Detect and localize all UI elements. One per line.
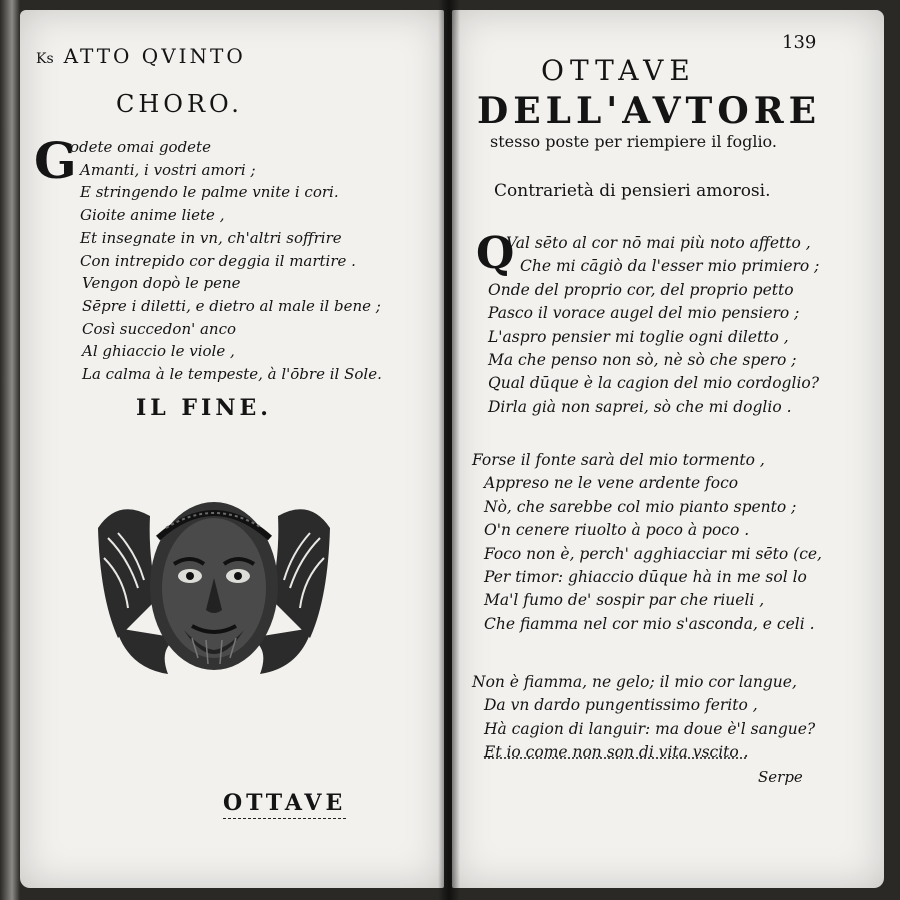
poem-line: Gioite anime liete , — [80, 206, 225, 225]
subtitle: stesso poste per riempiere il foglio. — [490, 132, 777, 151]
catchword-left: OTTAVE — [223, 790, 346, 819]
end-mark: IL FINE. — [136, 395, 272, 421]
verse-line: Nò, che sarebbe col mio pianto spento ; — [484, 497, 797, 516]
chorus-heading: CHORO. — [116, 90, 243, 118]
verse-line: Che fiamma nel cor mio s'asconda, e celi . — [484, 614, 815, 633]
verse-line: Onde del proprio cor, del proprio petto — [488, 280, 794, 299]
stanza-3 — [472, 671, 815, 765]
verse-line: Et io come non son di vita vscito . — [484, 743, 749, 762]
poem-line: La calma à le tempeste, à l'ōbre il Sole. — [82, 365, 382, 384]
stanza-1 — [488, 232, 819, 419]
verse-line: O'n cenere riuolto à poco à poco . — [484, 521, 750, 540]
verse-line: Qual dūque è la cagion del mio cordoglio? — [488, 374, 820, 393]
verse-line: Appreso ne le vene ardente foco — [484, 474, 739, 493]
title-line-2: DELL'AVTORE — [477, 90, 822, 132]
verse-line: Ma che penso non sò, nè sò che spero ; — [488, 351, 797, 370]
title-line-1: OTTAVE — [541, 54, 696, 87]
verse-line: Ma'l fumo de' sospir par che riueli , — [484, 591, 765, 610]
verse-line: Da vn dardo pungentissimo ferito , — [484, 696, 758, 715]
drop-cap-right: Q — [476, 228, 515, 279]
verse-line: Dirla già non saprei, sò che mi doglio . — [488, 397, 792, 416]
book-gutter — [438, 0, 460, 900]
verse-line: Foco non è, perch' agghiacciar mi sēto (ce, — [484, 544, 822, 563]
running-head — [36, 44, 246, 68]
poem-line: Così succedon' anco — [82, 319, 237, 338]
poem-line: Sēpre i diletti, e dietro al male il bene ; — [82, 296, 381, 315]
verse-line: Pasco il vorace augel del mio pensiero ; — [488, 304, 800, 323]
poem-line: odete omai godete — [70, 138, 211, 156]
verse-line: Che mi cāgiò da l'esser mio primiero ; — [520, 257, 820, 276]
catchword-right: Serpe — [758, 768, 803, 786]
poem-line: Amanti, i vostri amori ; — [80, 160, 256, 179]
poem-line: Al ghiaccio le viole , — [82, 342, 235, 361]
verse-line: Per timor: ghiaccio dūque hà in me sol lo — [484, 568, 807, 587]
chorus-poem — [70, 136, 382, 386]
verse-line: L'aspro pensier mi toglie ogni diletto , — [488, 327, 789, 346]
verse-line: Hà cagion di languir: ma doue è'l sangue? — [484, 719, 816, 738]
grotesque-mask-woodcut-icon — [88, 498, 340, 678]
poem-line: E stringendo le palme vnite i cori. — [80, 183, 339, 202]
poem-line: Et insegnate in vn, ch'altri soffrire — [80, 228, 342, 247]
section-title: Contrarietà di pensieri amorosi. — [494, 181, 771, 201]
stanza-2 — [472, 449, 822, 636]
verse-line: Forse il fonte sarà del mio tormento , — [472, 451, 765, 469]
running-head-text: ATTO QVINTO — [63, 44, 246, 68]
poem-line: Vengon dopò le pene — [82, 274, 241, 293]
poem-line: Con intrepido cor deggia il martire . — [80, 251, 356, 270]
drop-cap-left: G — [34, 131, 77, 190]
verse-line: Non è fiamma, ne gelo; il mio cor langue, — [472, 673, 797, 691]
page-number: 139 — [782, 32, 817, 53]
folio-mark: Ks — [36, 51, 54, 67]
verse-line: Val sēto al cor nō mai più noto affetto , — [506, 234, 811, 252]
